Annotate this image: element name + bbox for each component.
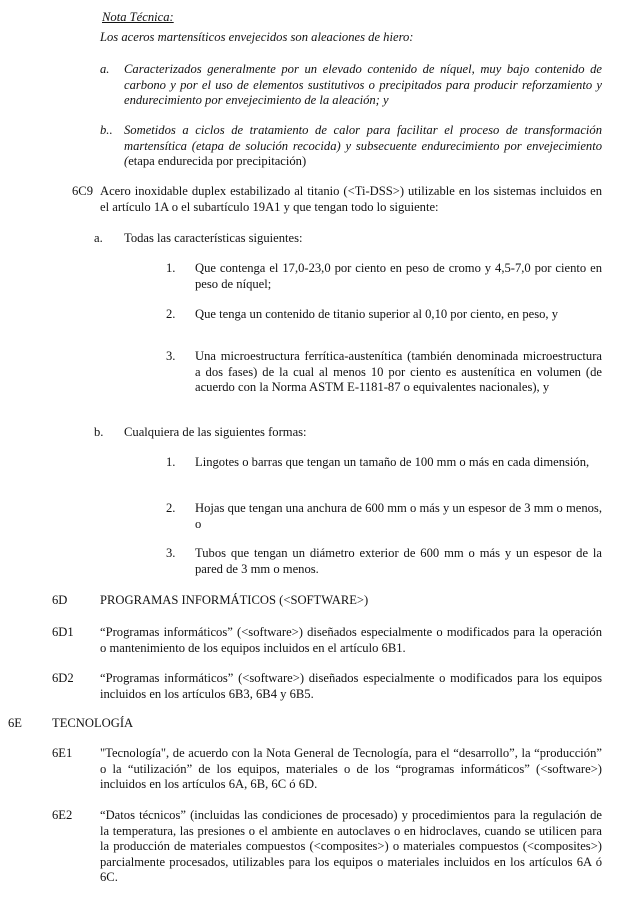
section-code-6d2: 6D2 bbox=[52, 671, 74, 685]
section-text-6e1: "Tecnología", de acuerdo con la Nota General de Tecnología, para el “desarrollo”, la “producción” o la “utilización” de los equipos, materiales o de los “programas informáticos” (<software>) incluidos en los artículos 6A, 6B, 6C ó 6D. bbox=[100, 746, 602, 792]
c9-b-3-text: Tubos que tengan un diámetro exterior de 600 mm o más y un espesor de la pared de 3 mm o menos. bbox=[195, 546, 602, 576]
section-code-6d: 6D bbox=[52, 593, 68, 607]
section-text-6d2: “Programas informáticos” (<software>) diseñados especialmente o modificados para los equipos incluidos en los artículos 6B3, 6B4 y 6B5. bbox=[100, 671, 602, 701]
nota-item-a-text: Caracterizados generalmente por un elevado contenido de níquel, muy bajo contenido de carbono y por el uso de elementos sustitutivos o precipitados para producir reforzamiento y endurecimiento por envejecimiento de la aleación; y bbox=[124, 62, 602, 108]
nota-item-b-text: Sometidos a ciclos de tratamiento de calor para facilitar el proceso de transformación martensítica (etapa de solución recocida) y subsecuente endurecimiento por envejecimiento (etapa endurecida por precipitación) bbox=[124, 123, 602, 169]
section-code-6e: 6E bbox=[8, 716, 22, 730]
c9-b-3-num: 3. bbox=[166, 546, 176, 560]
section-code-6d1: 6D1 bbox=[52, 625, 74, 639]
c9-a-label: a. bbox=[94, 231, 103, 245]
c9-a-text: Todas las características siguientes: bbox=[124, 231, 303, 245]
c9-a-3-num: 3. bbox=[166, 349, 176, 363]
c9-a-2-text: Que tenga un contenido de titanio superior al 0,10 por ciento, en peso, y bbox=[195, 307, 559, 321]
c9-b-1-text: Lingotes o barras que tengan un tamaño de 100 mm o más en cada dimensión, bbox=[195, 455, 590, 469]
section-title-6d: PROGRAMAS INFORMÁTICOS (<SOFTWARE>) bbox=[100, 593, 369, 607]
nota-item-b-label: b.. bbox=[100, 123, 113, 137]
nota-heading: Nota Técnica: bbox=[102, 10, 174, 24]
c9-a-3-text: Una microestructura ferrítica-austenítica (también denominada microestructura a dos fases) de la cual al menos 10 por ciento es austenítica en volumen (de acuerdo con la Norma ASTM E-1181-87 o equivalentes nacionales), y bbox=[195, 349, 602, 395]
c9-b-text: Cualquiera de las siguientes formas: bbox=[124, 425, 307, 439]
c9-b-2-text: Hojas que tengan una anchura de 600 mm o más y un espesor de 3 mm o menos, o bbox=[195, 501, 602, 531]
section-text-6c9: Acero inoxidable duplex estabilizado al titanio (<Ti-DSS>) utilizable en los sistemas incluidos en el artículo 1A o el subartículo 19A1 y que tengan todo lo siguiente: bbox=[100, 184, 602, 214]
c9-b-label: b. bbox=[94, 425, 104, 439]
nota-intro: Los aceros martensíticos envejecidos son aleaciones de hiero: bbox=[100, 30, 414, 44]
section-text-6d1: “Programas informáticos” (<software>) diseñados especialmente o modificados para la operación o mantenimiento de los equipos incluidos en el artículo 6B1. bbox=[100, 625, 602, 655]
c9-a-1-num: 1. bbox=[166, 261, 176, 275]
section-code-6c9: 6C9 bbox=[72, 184, 93, 198]
nota-item-a-label: a. bbox=[100, 62, 110, 76]
c9-b-1-num: 1. bbox=[166, 455, 176, 469]
section-code-6e1: 6E1 bbox=[52, 746, 73, 760]
section-title-6e: TECNOLOGÍA bbox=[52, 716, 134, 730]
c9-a-1-text: Que contenga el 17,0-23,0 por ciento en peso de cromo y 4,5-7,0 por ciento en peso de níquel; bbox=[195, 261, 602, 291]
c9-b-2-num: 2. bbox=[166, 501, 176, 515]
c9-a-2-num: 2. bbox=[166, 307, 176, 321]
section-code-6e2: 6E2 bbox=[52, 808, 73, 822]
section-text-6e2: “Datos técnicos” (incluidas las condiciones de procesado) y procedimientos para la regulación de la temperatura, las presiones o el ambiente en autoclaves o en hidroclaves, cuando se utilicen para la producción de materiales compuestos (<composites>) o materiales compuestos (<composites>) parcialmente procesados, utilizables para los equipos o materiales incluidos en los artículos 6A ó 6C. bbox=[100, 808, 602, 885]
